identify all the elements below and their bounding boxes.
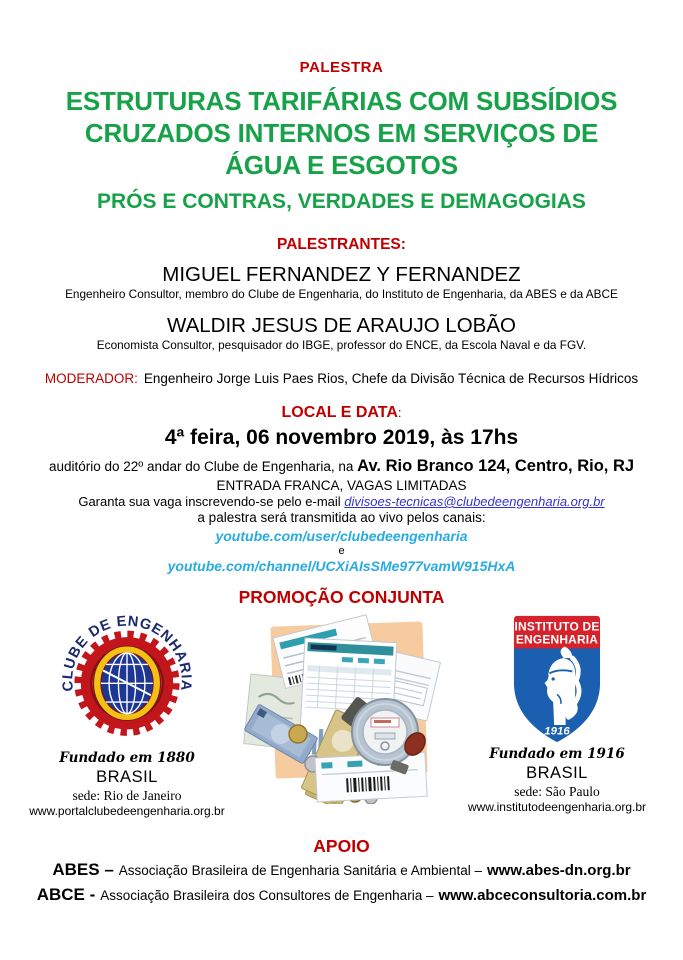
event-title-line2: CRUZADOS INTERNOS EM SERVIÇOS DE	[84, 118, 599, 148]
local-data-heading	[0, 404, 683, 422]
clube-de-engenharia-block	[12, 608, 242, 818]
signup-prefix: Garanta sua vaga inscrevendo-se pelo e-mail	[78, 494, 345, 509]
signup-email-link[interactable]: divisoes-tecnicas@clubedeengenharia.org.br	[344, 494, 605, 509]
shield-year: 1916	[544, 725, 570, 738]
joint-promotion-heading: PROMOÇÃO CONJUNTA	[238, 587, 445, 607]
event-title-line1: ESTRUTURAS TARIFÁRIAS COM SUBSÍDIOS	[65, 86, 618, 116]
clube-founded: Fundado em 1880	[59, 750, 195, 766]
speaker-block	[0, 263, 683, 301]
venue-address: Av. Rio Branco 124, Centro, Rio, RJ	[357, 457, 635, 475]
clube-arc-title: CLUBE DE ENGENHARIA	[60, 613, 194, 693]
stream-note: a palestra será transmitida ao vivo pelos canais:	[197, 510, 486, 525]
clube-seat: sede: Rio de Janeiro	[72, 788, 182, 803]
venue-line	[0, 456, 683, 477]
instituto-seat: sede: São Paulo	[514, 784, 600, 799]
organizations-row	[0, 608, 683, 823]
signup-line	[0, 494, 683, 509]
youtube-user-link[interactable]: youtube.com/user/clubedeengenharia	[215, 528, 468, 544]
abce-website: www.abceconsultoria.com.br	[438, 887, 647, 904]
support-heading: APOIO	[313, 836, 370, 856]
speaker-bio: Economista Consultor, pesquisador do IBGE, professor do ENCE, da Escola Naval e da FGV.	[96, 338, 587, 352]
shield-banner-line2: ENGENHARIA	[515, 632, 599, 647]
moderator-label: MODERADOR:	[44, 371, 138, 386]
instituto-de-engenharia-logo-icon	[509, 614, 605, 746]
local-data-heading-text: LOCAL E DATA	[281, 404, 398, 421]
abes-acronym: ABES –	[52, 860, 114, 879]
abes-description: Associação Brasileira de Engenharia Sanitária e Ambiental –	[118, 863, 482, 878]
clube-website: www.portalclubedeengenharia.org.br	[29, 804, 225, 818]
instituto-founded: Fundado em 1916	[489, 746, 625, 762]
moderator-line	[0, 371, 683, 387]
support-line-abce	[0, 885, 683, 906]
entry-note: ENTRADA FRANCA, VAGAS LIMITADAS	[216, 478, 467, 493]
abce-acronym: ABCE -	[36, 885, 96, 904]
kicker-palestra: PALESTRA	[299, 59, 384, 76]
instituto-website: www.institutodeengenharia.org.br	[467, 800, 647, 814]
abes-website: www.abes-dn.org.br	[487, 862, 631, 879]
venue-prefix: auditório do 22º andar do Clube de Engenharia, na	[48, 459, 358, 474]
support-line-abes	[0, 860, 683, 881]
water-bills-money-meter-image	[243, 612, 443, 804]
instituto-de-engenharia-block	[442, 608, 672, 814]
support-section	[0, 836, 683, 906]
event-title	[0, 85, 683, 181]
speaker-name: MIGUEL FERNANDEZ Y FERNANDEZ	[162, 263, 521, 286]
clube-country: BRASIL	[96, 768, 158, 786]
speaker-bio: Engenheiro Consultor, membro do Clube de Engenharia, do Instituto de Engenharia, da ABES e da ABCE	[65, 287, 618, 301]
speaker-block	[0, 314, 683, 352]
shield-banner-line1: INSTITUTO DE	[514, 619, 600, 634]
clube-de-engenharia-logo-icon	[54, 608, 200, 750]
instituto-country: BRASIL	[526, 764, 588, 782]
abce-description: Associação Brasileira dos Consultores de Engenharia –	[100, 888, 434, 903]
youtube-channel-link[interactable]: youtube.com/channel/UCXiAIsSMe977vamW915HxA	[167, 558, 516, 574]
moderator-text: Engenheiro Jorge Luis Paes Rios, Chefe da Divisão Técnica de Recursos Hídricos	[143, 371, 639, 386]
event-datetime: 4ª feira, 06 novembro 2019, às 17hs	[164, 426, 519, 449]
event-subtitle: PRÓS E CONTRAS, VERDADES E DEMAGOGIAS	[97, 190, 586, 213]
local-data-heading-colon: :	[397, 405, 402, 420]
youtube-links-separator: e	[338, 545, 345, 557]
collage-illustration	[243, 612, 443, 804]
speakers-heading: PALESTRANTES:	[277, 236, 406, 253]
speaker-name: WALDIR JESUS DE ARAUJO LOBÃO	[167, 314, 516, 337]
event-title-line3: ÁGUA E ESGOTOS	[225, 150, 458, 180]
